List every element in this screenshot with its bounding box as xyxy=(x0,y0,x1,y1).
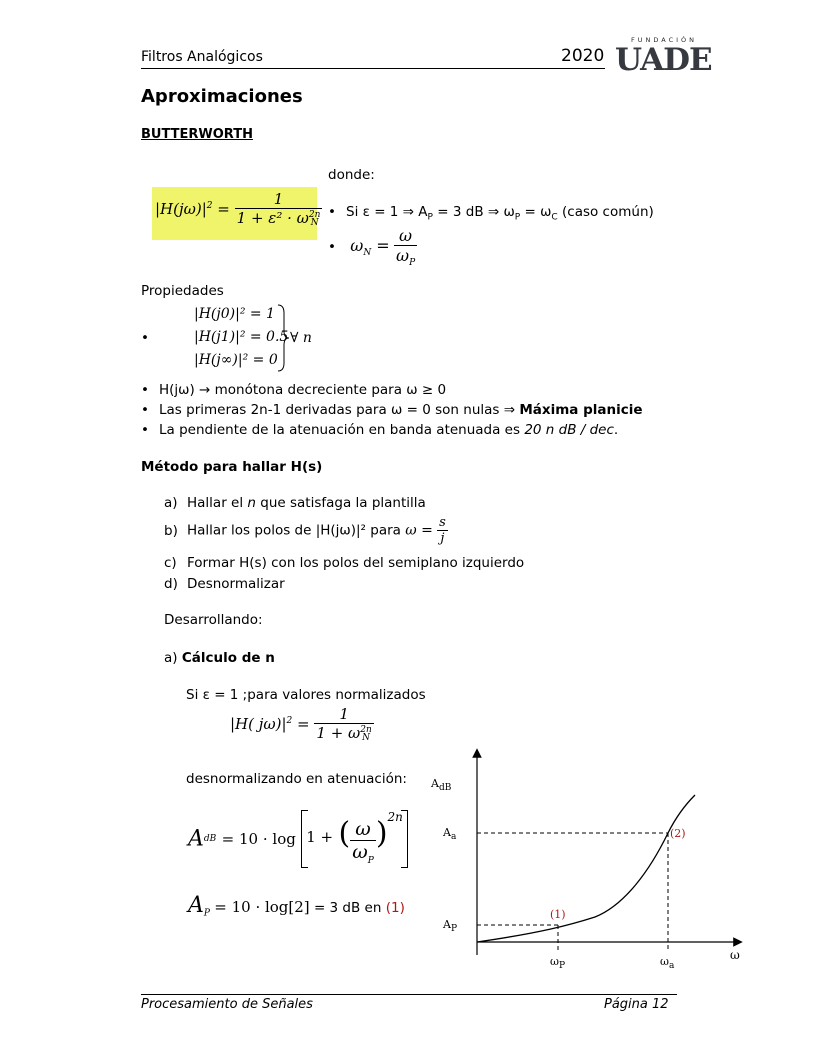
adb-rhs: = 10 · log xyxy=(221,830,296,848)
metodo-b-num: s xyxy=(439,515,446,530)
adb-den-sub: P xyxy=(367,855,374,866)
adb-num: ω xyxy=(350,818,376,841)
f2-den-sub: N xyxy=(362,733,370,743)
f2-lhs: |H( jω)| xyxy=(230,714,287,733)
prop-bullet-2: • Las primeras 2n-1 derivadas para ω = 0 son nulas ⇒ Máxima planicie xyxy=(141,402,643,418)
graph-aa-main: A xyxy=(443,826,451,839)
prop-l3: |H(j∞)|² = 0 xyxy=(194,352,278,368)
graph-aa-sub: a xyxy=(450,832,457,843)
wn-den: ω xyxy=(396,246,410,265)
metodo-b-eq: ω = xyxy=(405,522,433,539)
graph-wp-sub: P xyxy=(558,961,566,972)
ap-line xyxy=(188,893,405,919)
ap-sub: P xyxy=(203,908,210,919)
adb-lhs: A xyxy=(188,826,204,852)
f1-exp: 2 xyxy=(206,200,213,211)
metodo-b-text: Hallar los polos de |H(jω)|² para xyxy=(187,522,406,539)
metodo-a-t2: que satisfaga la plantilla xyxy=(255,495,426,511)
graph-ap xyxy=(443,918,457,934)
metodo-c-text: Formar H(s) con los polos del semiplano izquierdo xyxy=(187,555,525,571)
prop-bullet-0: • xyxy=(141,330,149,346)
prop-b3-end: . xyxy=(613,422,619,438)
header-year: 2020 xyxy=(561,46,605,66)
graph-wa xyxy=(660,955,674,971)
graph-ap-main: A xyxy=(443,918,451,931)
adb-inner: 1 + xyxy=(306,828,334,846)
adb-formula: AdB = 10 · log 1 + ( $\frac{\omega}{\omega_P}$ )$^{2n}$ xyxy=(188,810,408,868)
wn-num: ω xyxy=(394,226,417,246)
logo-fundacion: FUNDACIÓN xyxy=(630,36,698,44)
adb-sub: dB xyxy=(203,834,217,844)
f1-den-sup: 2n xyxy=(308,210,321,220)
metodo-a-t1: Hallar el xyxy=(187,495,248,511)
attenuation-graph xyxy=(420,745,750,980)
f1-num: 1 xyxy=(235,190,323,209)
prop-b3-italic: 20 n dB / dec xyxy=(524,422,614,438)
footer-rule xyxy=(141,994,677,995)
prop-values xyxy=(194,303,288,372)
donde-bullet-1: • Si ε = 1 ⇒ $A_P = 3$ dB ⇒ $\omega_P = \omega_C$ (caso común) xyxy=(328,204,654,223)
graph-wp-main: ω xyxy=(550,955,559,968)
butterworth-formula: $|H(j\omega)|^2$ = 1 1 + ε² · ω 2n N xyxy=(155,190,321,228)
prop-b2-text: Las primeras 2n-1 derivadas para ω = 0 son nulas ⇒ xyxy=(159,402,520,418)
ap-rhs: = 10 · log[2] xyxy=(214,898,310,916)
f2-exp: 2 xyxy=(286,715,293,726)
prop-l2: |H(j1)|² = 0.5 xyxy=(194,329,289,345)
graph-aa xyxy=(443,826,456,842)
graph-marker-1: (1) xyxy=(550,908,566,921)
graph-ylabel-sub: dB xyxy=(438,783,452,794)
graph-wa-sub: a xyxy=(668,961,675,972)
f2-num: 1 xyxy=(314,705,373,724)
donde-b1-c: = ω xyxy=(520,204,552,220)
ap-ref: (1) xyxy=(385,900,405,916)
prop-forall: ∀ n xyxy=(290,330,312,346)
metodo-b-label: b) xyxy=(164,522,178,539)
ap-text: = 3 dB en xyxy=(309,900,386,916)
metodo-d-label: d) xyxy=(164,576,178,592)
donde-b1-d: (caso común) xyxy=(557,204,654,220)
calculo-prefix: a) xyxy=(164,650,182,666)
prop-bullet-1: • H(jω) → monótona decreciente para ω ≥ 0 xyxy=(141,382,447,398)
logo-uade: UADE xyxy=(615,42,712,78)
wn-lhs-sub: N xyxy=(363,248,372,259)
wn-lhs: ω xyxy=(350,236,364,255)
donde-bullet-2: • $\omega_N$ = $\frac{\omega}{\omega_P}$ xyxy=(328,226,416,269)
footer-left: Procesamiento de Señales xyxy=(141,997,313,1012)
calculo-bold: Cálculo de n xyxy=(181,650,275,666)
section-butterworth: BUTTERWORTH xyxy=(141,127,253,142)
graph-xlabel: ω xyxy=(730,948,740,962)
page-heading: Aproximaciones xyxy=(141,86,303,107)
graph-ap-sub: P xyxy=(450,924,458,935)
header-rule xyxy=(141,68,605,69)
adb-den: ω xyxy=(352,841,368,863)
attenuation-curve xyxy=(477,795,695,942)
donde-b1-a-sub: P xyxy=(427,212,433,223)
donde-b1-b-sub: P xyxy=(514,212,521,223)
ap-lhs: A xyxy=(188,893,204,918)
metodo-d xyxy=(164,576,285,592)
graph-ylabel-main: A xyxy=(431,777,439,790)
metodo-a xyxy=(164,495,426,511)
graph-wp xyxy=(550,955,565,971)
propiedades-label: Propiedades xyxy=(141,283,224,299)
normalized-formula: |H( $j\omega)|^2$ = 1 1 + ω 2n N xyxy=(230,705,372,743)
metodo-a-label: a) xyxy=(164,495,178,511)
desarrollando-label: Desarrollando: xyxy=(164,612,263,628)
header-title: Filtros Analógicos xyxy=(141,49,263,65)
footer-right: Página 12 xyxy=(604,997,669,1012)
metodo-b xyxy=(164,515,448,546)
f1-den-sub: N xyxy=(310,218,319,228)
wn-den-sub: P xyxy=(409,258,416,269)
graph-ylabel xyxy=(431,777,451,793)
prop-bullet-3: • La pendiente de la atenuación en banda atenuada es 20 n dB / dec. xyxy=(141,422,619,438)
prop-b1-text: H(jω) → monótona decreciente para ω ≥ 0 xyxy=(159,382,447,398)
metodo-b-den: j xyxy=(440,531,445,546)
adb-sup: 2n xyxy=(387,810,403,824)
si-epsilon: Si ε = 1 ;para valores normalizados xyxy=(186,687,426,703)
donde-label: donde: xyxy=(328,167,375,183)
calculo-n xyxy=(164,650,275,666)
uade-logo xyxy=(615,36,712,78)
graph-marker-2: (2) xyxy=(670,827,686,840)
prop-b3-text: La pendiente de la atenuación en banda atenuada es xyxy=(159,422,525,438)
f1-den: 1 + ε² · ω xyxy=(236,209,309,227)
f1-lhs: |H(jω)| xyxy=(155,199,207,218)
graph-wa-main: ω xyxy=(660,955,669,968)
metodo-c-label: c) xyxy=(164,555,177,571)
f2-den: 1 + ω xyxy=(316,724,361,742)
prop-b2-bold: Máxima planicie xyxy=(519,402,643,418)
metodo-c xyxy=(164,555,524,571)
desnormalizando: desnormalizando en atenuación: xyxy=(186,771,407,787)
brace-icon xyxy=(276,303,290,373)
metodo-title: Método para hallar H(s) xyxy=(141,459,323,475)
metodo-d-text: Desnormalizar xyxy=(187,576,285,592)
metodo-a-it: n xyxy=(247,495,256,511)
donde-b1-b: = 3 dB ⇒ ω xyxy=(432,204,515,220)
donde-b1-a: Si ε = 1 ⇒ A xyxy=(346,204,428,220)
donde-b1-c-sub: C xyxy=(551,212,558,223)
prop-l1: |H(j0)|² = 1 xyxy=(194,306,275,322)
f2-den-sup: 2n xyxy=(360,725,372,735)
